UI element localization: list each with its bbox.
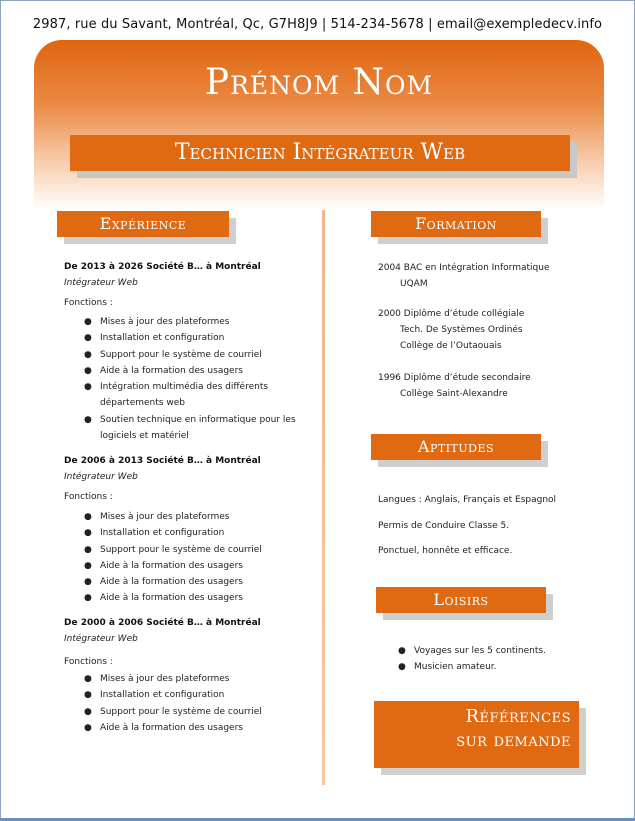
formation-item-2	[378, 306, 524, 354]
formation-2-school: Collège de l’Outaouais	[400, 341, 502, 351]
list-item-continuation: départements web	[100, 398, 185, 409]
list-item: ● Musicien amateur.	[414, 659, 546, 675]
bullet-icon: ●	[84, 593, 92, 604]
list-item: ● Soutien technique en informatique pour les	[100, 412, 296, 428]
job-1-fonctions-label: Fonctions :	[64, 298, 113, 308]
list-item: ● Installation et configuration	[100, 687, 262, 703]
bullet-icon: ●	[84, 333, 92, 344]
bullet-icon: ●	[84, 512, 92, 522]
bullet-icon: ●	[84, 365, 92, 376]
job-3-fonctions-label: Fonctions :	[64, 657, 113, 667]
bullet-icon: ●	[84, 706, 92, 717]
list-item: ● Aide à la formation des usagers	[100, 363, 296, 379]
bullet-icon: ●	[84, 674, 92, 684]
job-title-box: Technicien Intégrateur Web	[70, 135, 570, 171]
formation-2-program: Tech. De Systèmes Ordinés	[400, 325, 523, 335]
job-2-header: De 2006 à 2013 Société B… à Montréal	[64, 456, 261, 466]
list-item: ● Installation et configuration	[100, 330, 296, 346]
bullet-icon: ●	[84, 414, 92, 425]
aptitude-license: Permis de Conduire Classe 5.	[378, 521, 510, 531]
job-1-header: De 2013 à 2026 Société B… à Montréal	[64, 262, 261, 272]
formation-item-3	[378, 370, 531, 402]
bullet-icon: ●	[84, 577, 92, 588]
list-item: ● Support pour le système de courriel	[100, 704, 262, 720]
job-1-role: Intégrateur Web	[64, 278, 138, 288]
formation-1-degree: 2004 BAC en Intégration Informatique	[378, 263, 550, 273]
list-item: ● Intégration multimédia des différents	[100, 379, 296, 395]
bullet-icon: ●	[84, 382, 92, 393]
aptitudes-heading: Aptitudes	[371, 434, 541, 460]
list-item: ● Mises à jour des plateformes	[100, 671, 262, 687]
formation-2-degree: 2000 Diplôme d’étude collégiale	[378, 309, 525, 319]
formation-3-school: Collège Saint-Alexandre	[400, 389, 508, 399]
bullet-icon: ●	[84, 690, 92, 701]
contact-line: 2987, rue du Savant, Montréal, Qc, G7H8J9 | 514-234-5678 | email@exempledecv.info	[32, 17, 603, 32]
formation-item-1	[378, 260, 549, 292]
column-divider	[322, 210, 325, 785]
list-item: ● Mises à jour des plateformes	[100, 314, 296, 330]
bullet-icon: ●	[84, 317, 92, 327]
candidate-name: Prénom Nom	[204, 62, 434, 103]
experience-heading: Expérience	[57, 211, 229, 237]
list-item: ● Mises à jour des plateformes	[100, 509, 262, 525]
list-item: ● Support pour le système de courriel	[100, 542, 262, 558]
list-item: ● Installation et configuration	[100, 525, 262, 541]
bullet-icon: ●	[84, 560, 92, 571]
loisirs-heading: Loisirs	[376, 587, 546, 613]
list-item: ● Aide à la formation des usagers	[100, 558, 262, 574]
job-3-task-list	[84, 671, 262, 736]
job-2-role: Intégrateur Web	[64, 472, 138, 482]
list-item-continuation: logiciels et matériel	[100, 431, 189, 442]
formation-heading: Formation	[371, 211, 541, 237]
aptitude-languages: Langues : Anglais, Français et Espagnol	[378, 495, 557, 505]
bullet-icon: ●	[84, 349, 92, 360]
job-3-role: Intégrateur Web	[64, 634, 138, 644]
references-box	[374, 701, 579, 768]
formation-3-degree: 1996 Diplôme d’étude secondaire	[378, 373, 531, 383]
formation-1-school: UQAM	[400, 279, 428, 289]
list-item: ● Voyages sur les 5 continents.	[414, 643, 546, 659]
job-2-fonctions-label: Fonctions :	[64, 492, 113, 502]
bullet-icon: ●	[398, 662, 406, 673]
list-item: ● Aide à la formation des usagers	[100, 590, 262, 606]
bullet-icon: ●	[84, 544, 92, 555]
references-line-2: sur demande	[456, 730, 571, 751]
list-item: ● Aide à la formation des usagers	[100, 720, 262, 736]
list-item: ● Support pour le système de courriel	[100, 347, 296, 363]
references-line-1: Références	[465, 706, 571, 727]
bullet-icon: ●	[84, 722, 92, 733]
aptitude-qualities: Ponctuel, honnête et efficace.	[378, 546, 513, 556]
bullet-icon: ●	[84, 528, 92, 539]
bullet-icon: ●	[398, 646, 406, 656]
job-3-header: De 2000 à 2006 Société B… à Montréal	[64, 618, 261, 628]
list-item: ● Aide à la formation des usagers	[100, 574, 262, 590]
loisirs-list	[398, 643, 546, 676]
job-1-task-list	[84, 314, 296, 444]
job-2-task-list	[84, 509, 262, 607]
